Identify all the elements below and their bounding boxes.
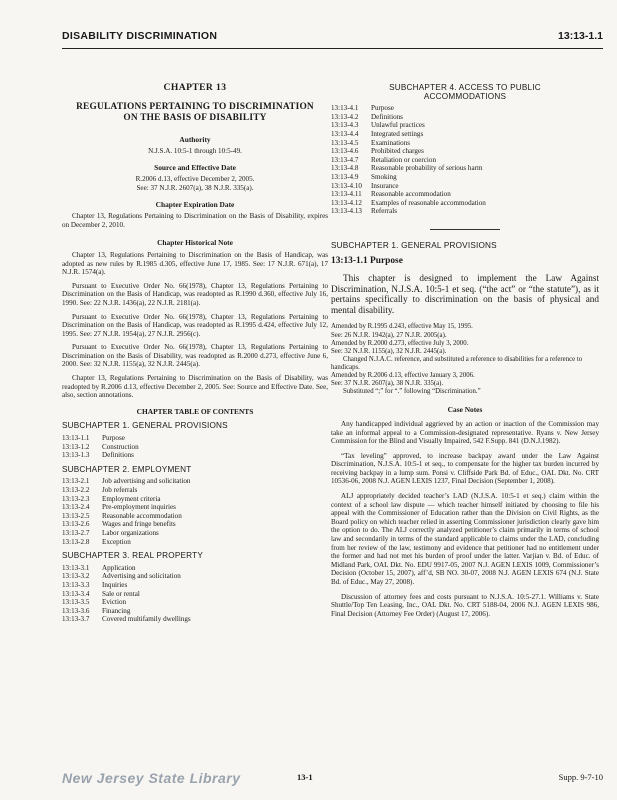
left-column bbox=[62, 84, 328, 624]
toc-item[interactable]: 13:13-2.4 Pre-employment inquiries bbox=[62, 503, 176, 512]
toc-item[interactable]: 13:13-4.7 Retaliation or coercion bbox=[331, 155, 437, 164]
case-note: Any handicapped individual aggrieved by an action or inaction of the Commission may take an informal appeal to a Commission-designated representative. Ryans v. New Jersey Commission for the Blind and Visually Impaired, 542 F.Supp. 841 (D.N.J.1982). bbox=[331, 419, 599, 446]
toc-list bbox=[62, 434, 328, 460]
history-paragraph: Chapter 13, Regulations Pertaining to Discrimination on the Basis of Disability, was readopted by R.2006 d.13, effective December 2, 2005. See: Source and Effective Date. See, also, section annotations. bbox=[62, 374, 328, 400]
page-number: 13-1 bbox=[297, 772, 313, 782]
toc-list bbox=[331, 104, 599, 216]
toc-heading: CHAPTER TABLE OF CONTENTS bbox=[136, 406, 254, 416]
authority-text: N.J.S.A. 10:5-1 through 10:5-49. bbox=[148, 147, 242, 156]
toc-item[interactable]: 13:13-4.8 Reasonable probability of serious harm bbox=[331, 164, 483, 173]
toc-item[interactable]: 13:13-3.2 Advertising and solicitation bbox=[62, 572, 181, 581]
toc-item[interactable]: 13:13-3.5 Eviction bbox=[62, 598, 127, 607]
toc-item[interactable]: 13:13-4.13 Referrals bbox=[331, 207, 397, 216]
right-column bbox=[331, 84, 599, 624]
toc-item[interactable]: 13:13-4.9 Smoking bbox=[331, 172, 397, 181]
expiration-heading: Chapter Expiration Date bbox=[155, 199, 235, 209]
case-note: ALJ appropriately decided teacher’s LAD (N.J.S.A. 10:5-1 et seq.) claim within the context of a school law dispute — which teacher himself initiated by choosing to file his appeal with the Commissioner of Education rather than the Division on Civil Rights, as the Board policy on which teacher relied in asserting Commissioner jurisdiction clearly gave him the option to do. The ALJ correctly analyzed petitioner’s claim primarily in terms of school law and secondarily in terms of the standard applicable to claims under the LAD, concluding from her review of the law, testimony and evidence that petitioner had no entitlement under the former and had not met his burden of proof under the latter. Varjian v. Bd. of Educ. of Midland Park, OAL Dkt. No. EDU 9917-05, 2007 N.J. AGEN LEXIS 1009, Commissioner’s Decision (October 15, 2007), aff’d, SB NO. 30-07, 2008 N.J. AGEN LEXIS 674 (N.J. State Bd. of Educ., May 27, 2008). bbox=[331, 492, 599, 586]
source-heading: Source and Effective Date bbox=[154, 162, 236, 172]
section-body: This chapter is designed to implement the Law Against Discrimination, N.J.S.A. 10:5-1 et seq. (“the act” or “the statute”), as it pertains specifically to discrimination on the basis of physical and mental disability. bbox=[331, 273, 599, 315]
case-note: “Tax leveling” approved, to increase backpay award under the Law Against Discrimination, N.J.S.A. 10:5-1 et seq., to compensate for the higher tax burden incurred by receiving backpay in a lump sum. Ponsi v. Cliffside Park Bd. of Educ., OAL Dkt. No. CRT 10536-06, 2008 N.J. AGEN LEXIS 1237, Final Decision (September 1, 2008). bbox=[331, 451, 599, 486]
library-watermark-logo: New Jersey State Library bbox=[62, 770, 241, 786]
expiration-text: Chapter 13, Regulations Pertaining to Discrimination on the Basis of Disability, expires on December 2, 2010. bbox=[62, 212, 328, 229]
toc-item[interactable]: 13:13-4.10 Insurance bbox=[331, 181, 399, 190]
toc-item[interactable]: 13:13-3.7 Covered multifamily dwellings bbox=[62, 615, 191, 624]
toc-item[interactable]: 13:13-2.3 Employment criteria bbox=[62, 494, 161, 503]
toc-item[interactable]: 13:13-2.6 Wages and fringe benefits bbox=[62, 520, 176, 529]
case-notes-heading: Case Notes bbox=[447, 405, 483, 415]
toc-item[interactable]: 13:13-4.2 Definitions bbox=[331, 112, 403, 121]
history-heading: Chapter Historical Note bbox=[157, 238, 233, 248]
header-title: DISABILITY DISCRIMINATION bbox=[62, 30, 218, 42]
toc-item[interactable]: 13:13-4.6 Prohibited charges bbox=[331, 147, 424, 156]
source-line: See: 37 N.J.R. 2607(a), 38 N.J.R. 335(a). bbox=[136, 183, 254, 192]
toc-list bbox=[62, 564, 328, 624]
source-line: R.2006 d.13, effective December 2, 2005. bbox=[135, 175, 255, 184]
history-paragraph: Pursuant to Executive Order No. 66(1978), Chapter 13, Regulations Pertaining to Discrimination on the Basis of Handicap, was readopted as R.1995 d.424, effective July 12, 1995. See: 27 N.J.R. 1954(a), 27 N.J.R. 2956(c). bbox=[62, 312, 328, 338]
authority-heading: Authority bbox=[179, 134, 211, 144]
history-paragraph: Pursuant to Executive Order No. 66(1978), Chapter 13, Regulations Pertaining to Discrimination on the Basis of Handicap, was readopted as R.1990 d.360, effective July 16, 1990. See: 22 N.J.R. 1436(a), 22 N.J.R. 2181(a). bbox=[62, 281, 328, 307]
running-header bbox=[62, 30, 603, 50]
chapter-title: REGULATIONS PERTAINING TO DISCRIMINATION ON THE BASIS OF DISABILITY bbox=[76, 101, 314, 124]
section-history: Amended by R.1995 d.243, effective May 15, 1995. See: 26 N.J.R. 1942(a), 27 N.J.R. 2005(a). Amended by R.2000 d.273, effective July 3, 2000. See: 32 N.J.R. 1155(a), 32 N.J.R. 2445(a). Changed N.J.A.C. reference, and substituted a reference to disabilities for a reference to handicaps. Amended by R.2006 d.13, effective January 3, 2006. See: 37 N.J.R. 2607(a), 38 N.J.R. 335(a). Substituted “;” for “.” following “Discrimination.” bbox=[331, 323, 583, 396]
toc-item[interactable]: 13:13-2.7 Labor organizations bbox=[62, 528, 159, 537]
header-section: 13:13-1.1 bbox=[558, 30, 603, 42]
toc-item[interactable]: 13:13-1.1 Purpose bbox=[62, 434, 125, 443]
toc-item[interactable]: 13:13-2.5 Reasonable accommodation bbox=[62, 511, 182, 520]
history-paragraph: Pursuant to Executive Order No. 66(1978), Chapter 13, Regulations Pertaining to Discrimination on the Basis of Disability, was readopted as R.2000 d.273, effective June 6, 2000. See: 32 N.J.R. 1155(a), 32 N.J.R. 2445(a). bbox=[62, 343, 328, 369]
toc-subchapter-title: SUBCHAPTER 3. REAL PROPERTY bbox=[62, 551, 203, 561]
toc-item[interactable]: 13:13-4.12 Examples of reasonable accommodation bbox=[331, 198, 486, 207]
supplement-date: Supp. 9-7-10 bbox=[558, 772, 603, 782]
toc-subchapter-title: SUBCHAPTER 4. ACCESS TO PUBLIC ACCOMMODATIONS bbox=[389, 83, 541, 101]
subchapter-heading: SUBCHAPTER 1. GENERAL PROVISIONS bbox=[331, 240, 497, 250]
toc-item[interactable]: 13:13-3.3 Inquiries bbox=[62, 580, 128, 589]
toc-subchapter-title: SUBCHAPTER 1. GENERAL PROVISIONS bbox=[62, 421, 228, 431]
section-title: 13:13-1.1 Purpose bbox=[331, 255, 403, 266]
toc-item[interactable]: 13:13-4.11 Reasonable accommodation bbox=[331, 190, 451, 199]
toc-item[interactable]: 13:13-3.1 Application bbox=[62, 563, 136, 572]
toc-item[interactable]: 13:13-1.2 Construction bbox=[62, 442, 139, 451]
section-divider bbox=[430, 229, 500, 230]
toc-item[interactable]: 13:13-3.4 Sale or rental bbox=[62, 589, 140, 598]
toc-subchapter-title: SUBCHAPTER 2. EMPLOYMENT bbox=[62, 464, 192, 474]
history-paragraph: Chapter 13, Regulations Pertaining to Discrimination on the Basis of Handicap, was adopted as new rules by R.1985 d.305, effective June 17, 1985. See: 17 N.J.R. 671(a), 17 N.J.R. 1574(a). bbox=[62, 250, 328, 277]
toc-item[interactable]: 13:13-1.3 Definitions bbox=[62, 451, 134, 460]
toc-item[interactable]: 13:13-2.1 Job advertising and solicitation bbox=[62, 477, 191, 486]
header-rule bbox=[62, 48, 603, 49]
toc-item[interactable]: 13:13-4.4 Integrated settings bbox=[331, 129, 424, 138]
toc-item[interactable]: 13:13-4.5 Examinations bbox=[331, 138, 411, 147]
chapter-label: CHAPTER 13 bbox=[163, 82, 227, 93]
toc-item[interactable]: 13:13-4.1 Purpose bbox=[331, 104, 394, 113]
toc-item[interactable]: 13:13-2.2 Job referrals bbox=[62, 486, 138, 494]
toc-list bbox=[62, 477, 328, 546]
toc-item[interactable]: 13:13-3.6 Financing bbox=[62, 606, 131, 615]
toc-item[interactable]: 13:13-4.3 Unlawful practices bbox=[331, 121, 425, 130]
toc-item[interactable]: 13:13-2.8 Exception bbox=[62, 537, 131, 546]
case-note: Discussion of attorney fees and costs pursuant to N.J.S.A. 10:5-27.1. Williams v. State Shuttle/Top Ten Leasing, Inc., OAL Dkt. No. CRT 5188-04, 2006 N.J. AGEN LEXIS 986, Final Decision (Attorney Fee Order) (August 17, 2006). bbox=[331, 592, 599, 618]
